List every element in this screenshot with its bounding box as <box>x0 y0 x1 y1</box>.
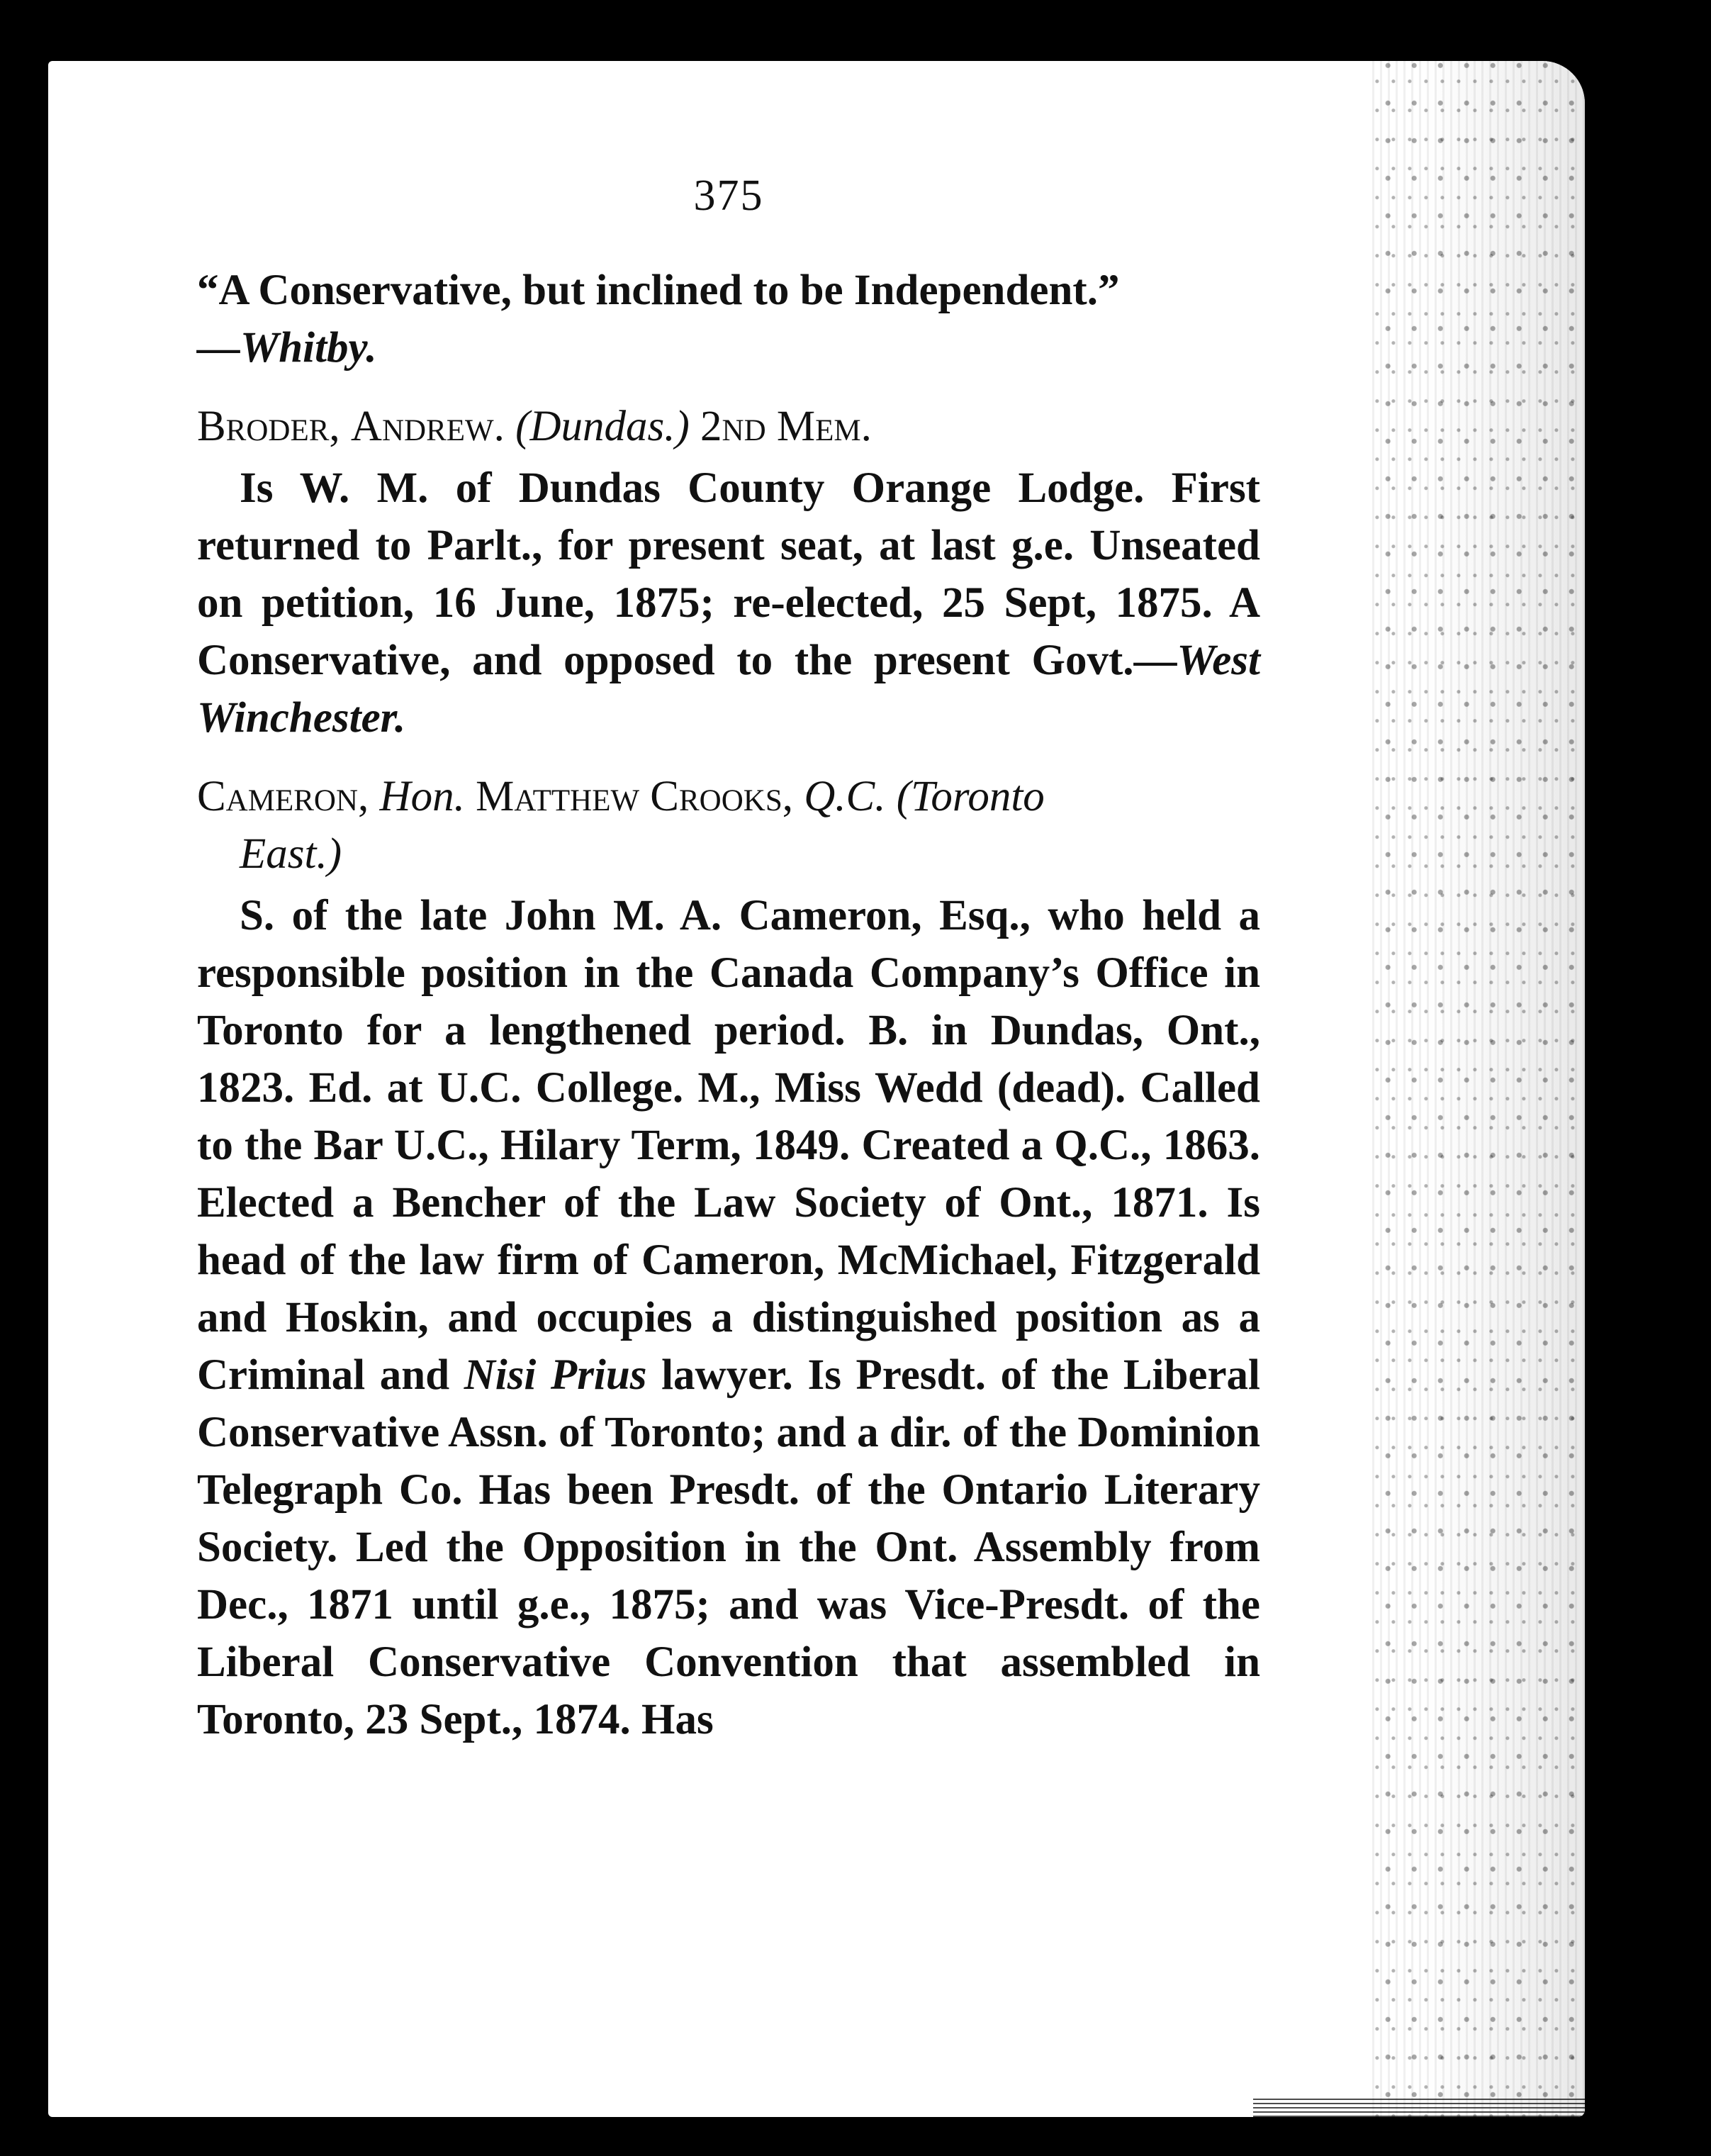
entry-given-name: Matthew Crooks, <box>476 773 793 820</box>
entry-title: Hon. <box>379 773 465 820</box>
continuation-quote <box>197 262 1260 319</box>
quote-text: “A Conservative, but inclined to be Independent.” <box>197 267 1120 314</box>
entry-seat-close: East.) <box>240 830 342 878</box>
entry-surname: Broder, <box>197 403 340 450</box>
entry-seat-open: (Toronto <box>896 773 1045 820</box>
entry-body-text: S. of the late John M. A. Cameron, Esq., who held a responsible position in the Canada Company’s Office in Toronto for a lengthened period. B. in Dundas, Ont., 1823. Ed. at U.C. College. M., Miss Wedd (dead). Called to the Bar U.C., Hilary Term, 1849. Created a Q.C., 1863. Elected a Bencher of the Law Society of Ont., 1871. Is head of the law firm of Cameron, McMichael, Fitzgerald and Hoskin, and occupies a distinguished position as a Criminal and <box>197 892 1260 1399</box>
entry-honour: Q.C. <box>804 773 886 820</box>
entry-constituency: West Winchester. <box>197 637 1260 742</box>
entry-body-text: Is W. M. of Dundas County Orange Lodge. First returned to Parlt., for present seat, at last g.e. Unseated on petition, 16 June, 1875; re-elected, 25 Sept, 1875. A Conservative, and opposed to the present Govt.— <box>197 464 1260 684</box>
entry-member-label: 2nd Mem. <box>700 403 872 450</box>
continuation-constituency <box>197 319 1260 376</box>
page-number: 375 <box>693 172 764 220</box>
entry-surname: Cameron, <box>197 773 369 820</box>
entry-latin-term: Nisi Prius <box>464 1351 647 1399</box>
entry-given-name: Andrew. <box>350 403 505 450</box>
entry-heading-broder <box>197 398 1260 455</box>
page-bottom-edge <box>1253 2099 1585 2117</box>
page-text <box>197 167 1260 1748</box>
constituency-name: —Whitby. <box>197 324 377 372</box>
entry-body-cameron <box>197 887 1260 1748</box>
book-page <box>48 61 1585 2117</box>
entry-seat: (Dundas.) <box>515 403 690 450</box>
page-edge-texture <box>1372 61 1585 2117</box>
entry-body-text-cont: lawyer. Is Presdt. of the Liberal Conservative Assn. of Toronto; and a dir. of the Dominion Telegraph Co. Has been Presdt. of the Ontario Literary Society. Led the Opposition in the Ont. Assembly from Dec., 1871 until g.e., 1875; and was Vice-Presdt. of the Liberal Conservative Convention that assembled in Toronto, 23 Sept., 1874. Has <box>197 1351 1260 1743</box>
entry-body-broder <box>197 459 1260 747</box>
entry-heading-cameron <box>197 768 1260 883</box>
